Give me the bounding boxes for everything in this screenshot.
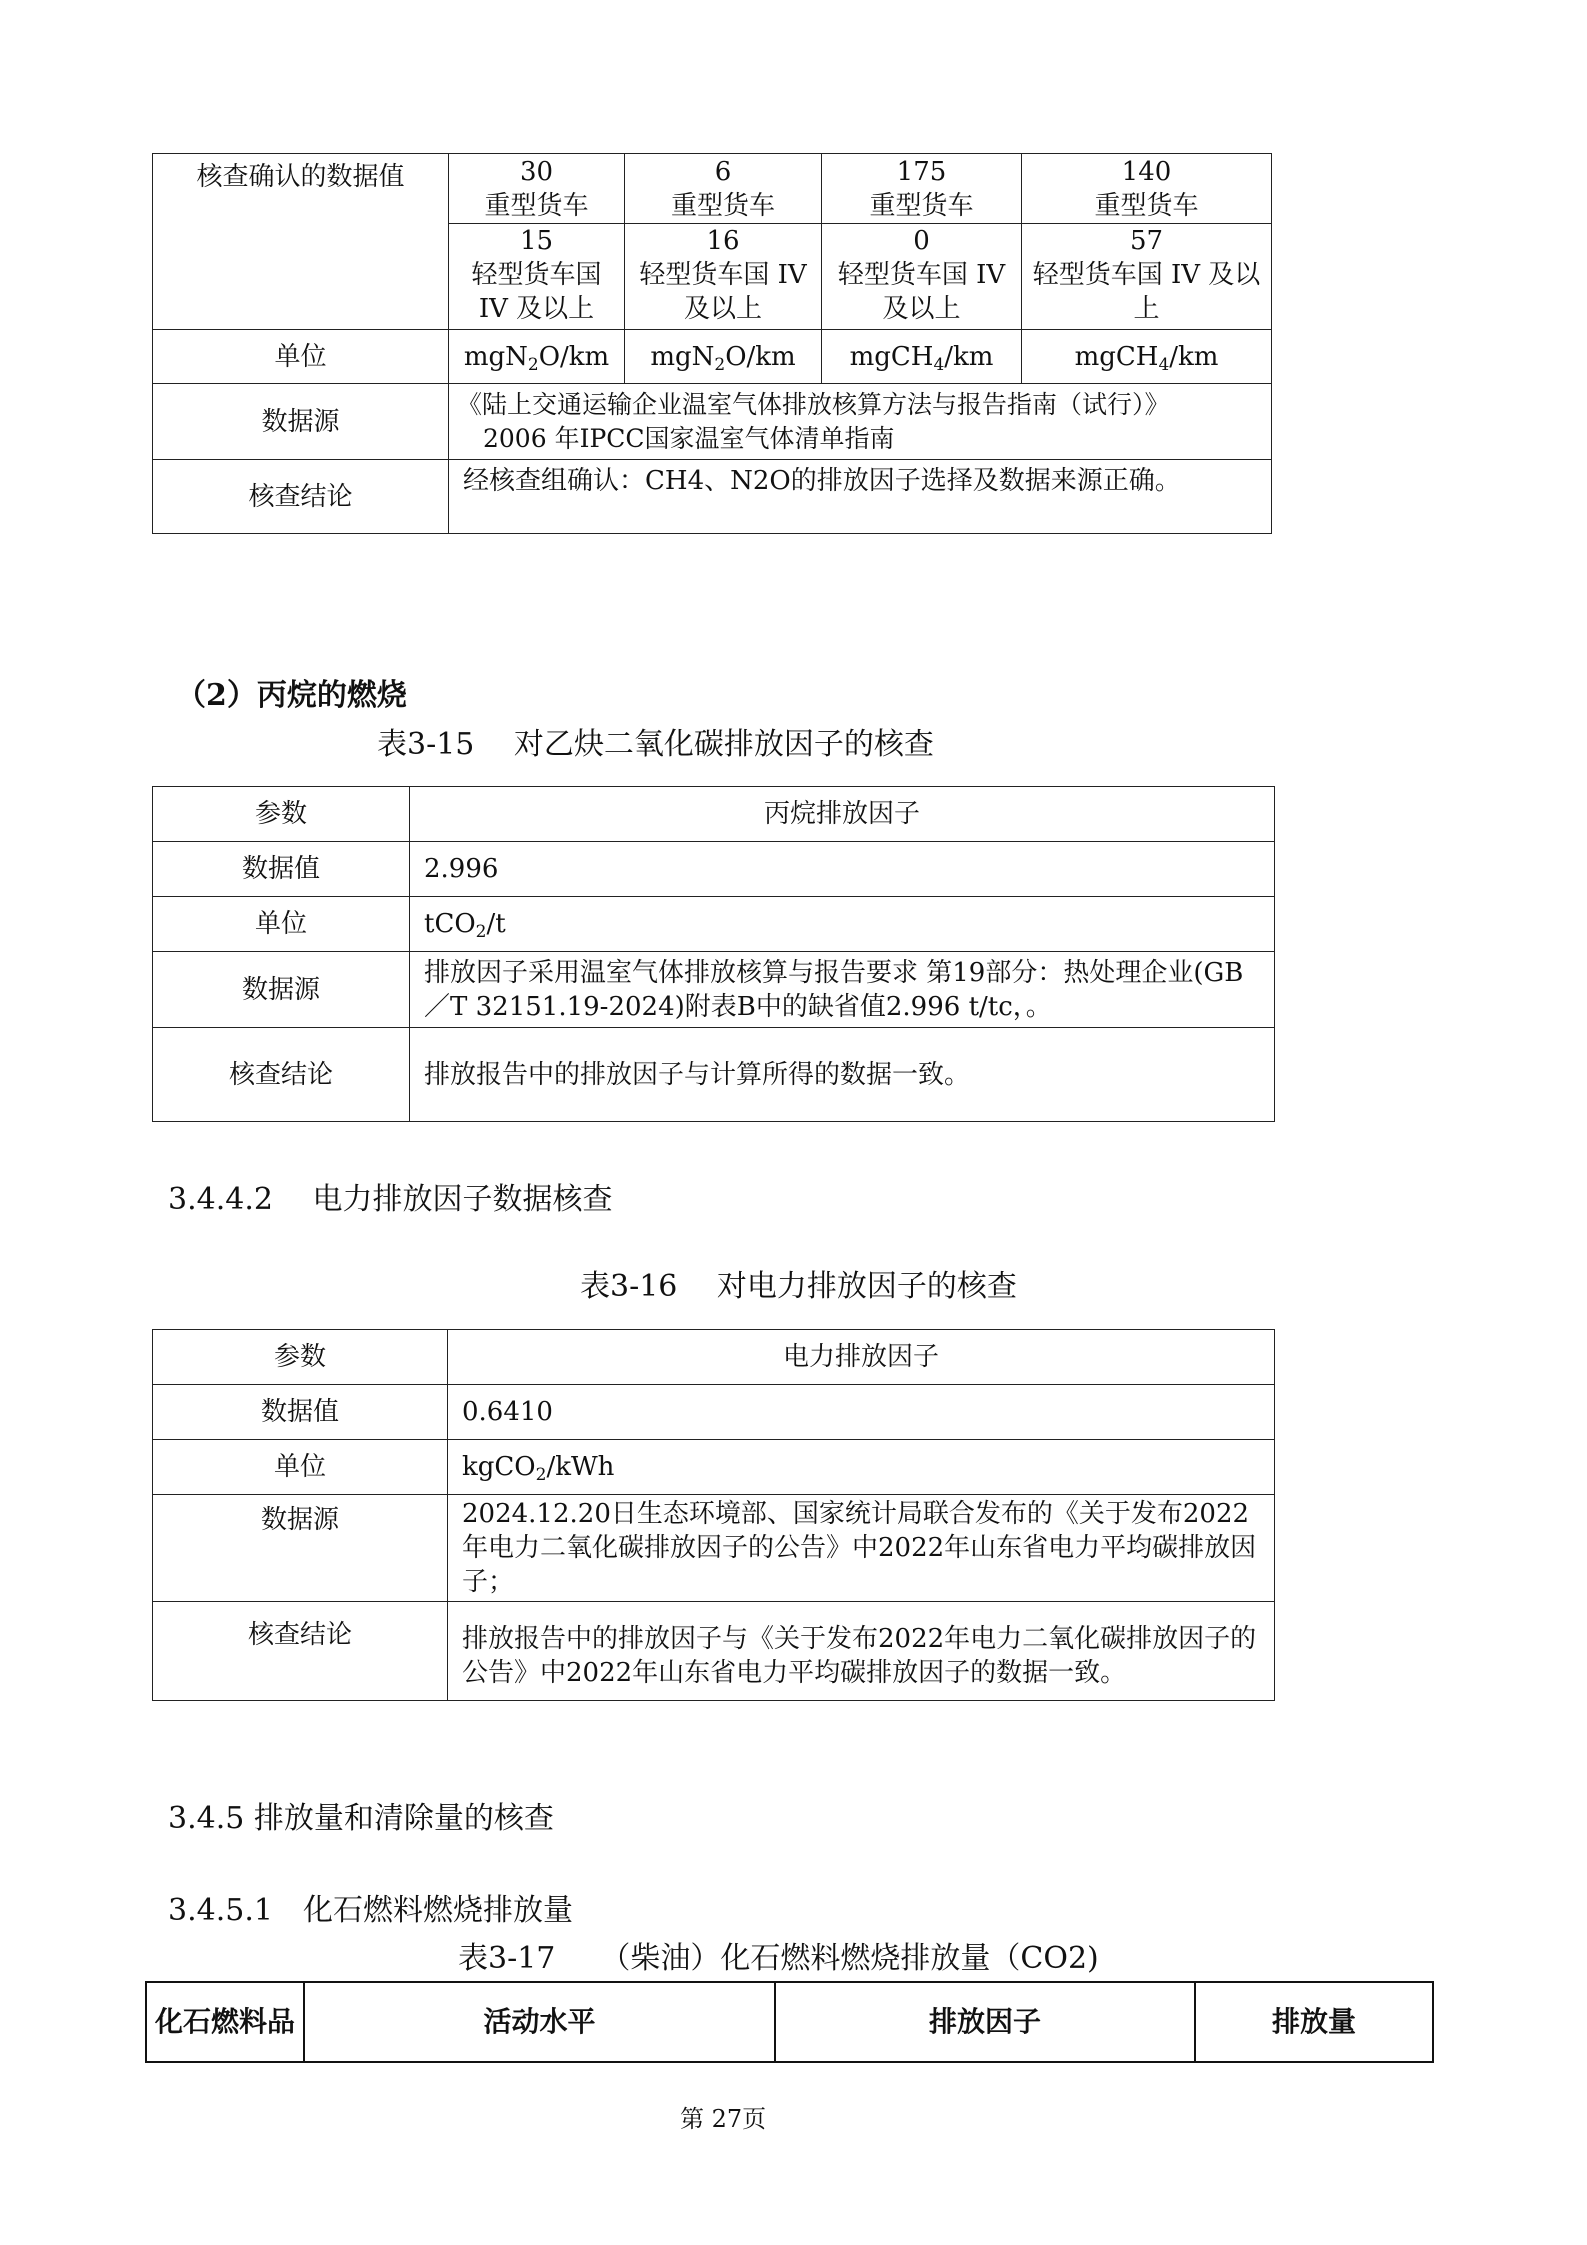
unit-label: 单位 xyxy=(153,897,410,952)
light-truck-cell: 0 轻型货车国 IV 及以上 xyxy=(822,224,1022,330)
unit-cell: tCO$_2$/t xyxy=(410,897,1275,952)
factor-header: 电力排放因子 xyxy=(448,1330,1275,1385)
col-fuel-type: 化石燃料品 xyxy=(146,1982,304,2062)
value-cell: 2.996 xyxy=(410,842,1275,897)
section-propane-heading: （2）丙烷的燃烧 xyxy=(176,678,407,713)
source-label: 数据源 xyxy=(153,384,449,460)
source-label: 数据源 xyxy=(153,1495,448,1602)
conclusion-label: 核查结论 xyxy=(153,1028,410,1122)
heading-3-4-4-2: 3.4.4.2 电力排放因子数据核查 xyxy=(168,1182,613,1217)
unit-label: 单位 xyxy=(153,330,449,384)
col-emission-amount: 排放量 xyxy=(1195,1982,1433,2062)
diesel-emission-table xyxy=(145,1981,1434,2063)
unit-cell: mgCH$_4$/km xyxy=(1022,330,1272,384)
value-label: 数据值 xyxy=(153,842,410,897)
source-text: 《陆上交通运输企业温室气体排放核算方法与报告指南（试行）》 2006 年IPCC国家温室气体清单指南 xyxy=(449,384,1272,460)
unit-cell: kgCO$_2$/kWh xyxy=(448,1440,1275,1495)
unit-cell: mgCH$_4$/km xyxy=(822,330,1022,384)
vehicle-factor-table xyxy=(152,153,1272,534)
conclusion-text: 排放报告中的排放因子与计算所得的数据一致。 xyxy=(410,1028,1275,1122)
heavy-truck-cell: 140 重型货车 xyxy=(1022,154,1272,224)
unit-label: 单位 xyxy=(153,1440,448,1495)
col-activity-level: 活动水平 xyxy=(304,1982,775,2062)
value-label: 数据值 xyxy=(153,1385,448,1440)
light-truck-cell: 57 轻型货车国 IV 及以上 xyxy=(1022,224,1272,330)
value-cell: 0.6410 xyxy=(448,1385,1275,1440)
heavy-truck-cell: 175 重型货车 xyxy=(822,154,1022,224)
electricity-factor-table xyxy=(152,1329,1275,1701)
factor-header: 丙烷排放因子 xyxy=(410,787,1275,842)
propane-factor-table xyxy=(152,786,1275,1122)
table17-caption: 表3-17 （柴油）化石燃料燃烧排放量（CO2) xyxy=(458,1941,1099,1976)
unit-cell: mgN$_2$O/km xyxy=(449,330,625,384)
param-header: 参数 xyxy=(153,787,410,842)
source-text: 排放因子采用温室气体排放核算与报告要求 第19部分：热处理企业(GB／T 32151.19-2024)附表B中的缺省值2.996 t/tc，。 xyxy=(410,952,1275,1028)
col-emission-factor: 排放因子 xyxy=(775,1982,1195,2062)
confirmed-values-label: 核查确认的数据值 xyxy=(153,154,449,330)
heavy-truck-cell: 30 重型货车 xyxy=(449,154,625,224)
table15-caption: 表3-15 对乙炔二氧化碳排放因子的核查 xyxy=(377,727,934,762)
page-number: 第 27页 xyxy=(680,2105,767,2133)
table16-caption: 表3-16 对电力排放因子的核查 xyxy=(580,1269,1017,1304)
conclusion-label: 核查结论 xyxy=(153,460,449,534)
param-header: 参数 xyxy=(153,1330,448,1385)
light-truck-cell: 15 轻型货车国 IV 及以上 xyxy=(449,224,625,330)
conclusion-label: 核查结论 xyxy=(153,1602,448,1701)
heading-3-4-5-1: 3.4.5.1 化石燃料燃烧排放量 xyxy=(168,1893,573,1928)
heading-3-4-5: 3.4.5 排放量和清除量的核查 xyxy=(168,1801,554,1836)
source-text: 2024.12.20日生态环境部、国家统计局联合发布的《关于发布2022年电力二氧化碳排放因子的公告》中2022年山东省电力平均碳排放因子； xyxy=(448,1495,1275,1602)
unit-cell: mgN$_2$O/km xyxy=(625,330,822,384)
heavy-truck-cell: 6 重型货车 xyxy=(625,154,822,224)
conclusion-text: 排放报告中的排放因子与《关于发布2022年电力二氧化碳排放因子的公告》中2022年山东省电力平均碳排放因子的数据一致。 xyxy=(448,1602,1275,1701)
light-truck-cell: 16 轻型货车国 IV 及以上 xyxy=(625,224,822,330)
source-label: 数据源 xyxy=(153,952,410,1028)
conclusion-text: 经核查组确认：CH4、N2O的排放因子选择及数据来源正确。 xyxy=(449,460,1272,534)
